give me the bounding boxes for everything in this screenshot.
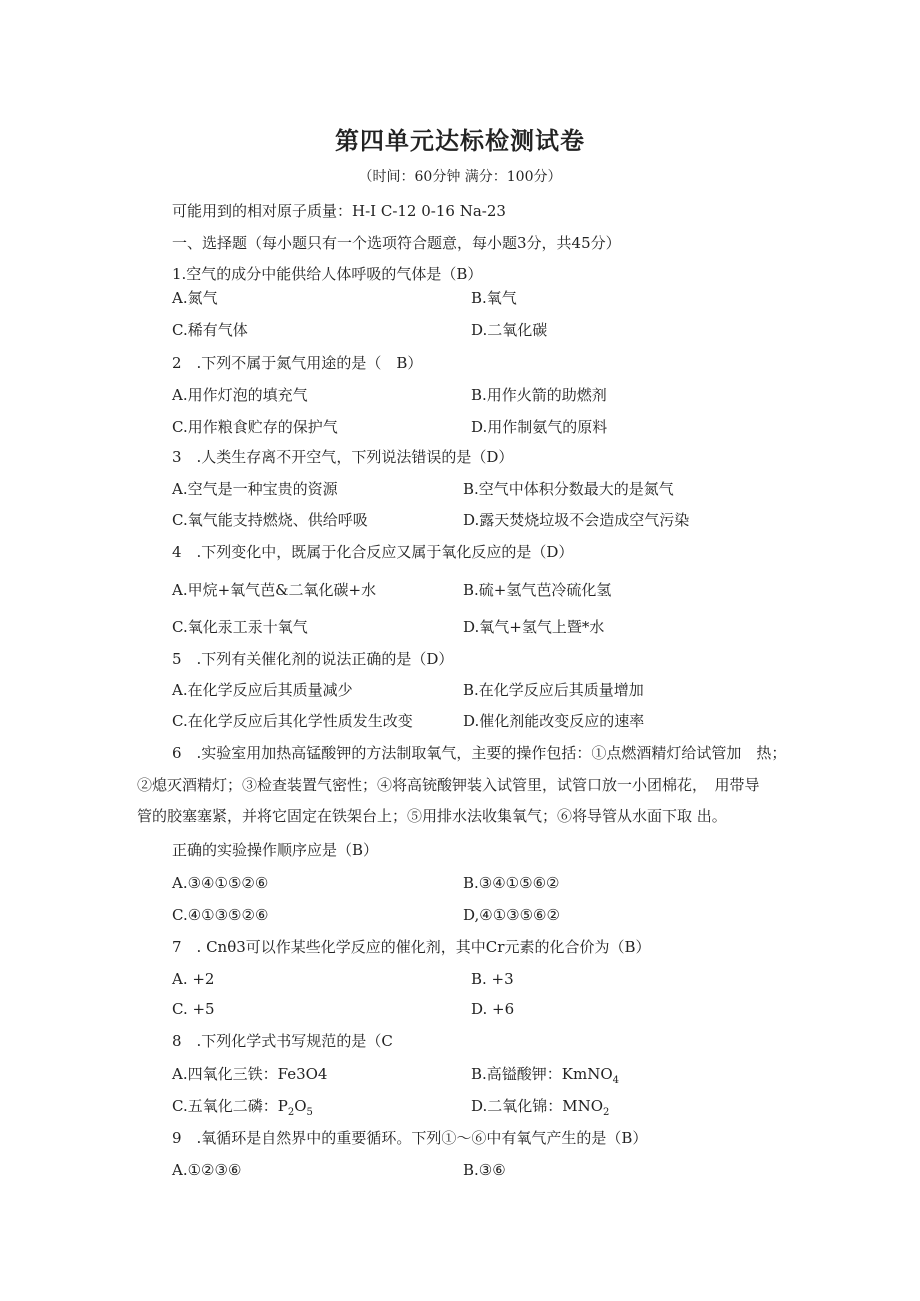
question-9-option-b: B.③⑥ [463, 1161, 506, 1179]
question-9-stem: 9 .氧循环是自然界中的重要循环。下列①～⑥中有氧气产生的是（B） [172, 1129, 648, 1147]
question-8-option-c: C.五氧化二磷：$P_2O_5$ [172, 1097, 313, 1118]
page-title: 第四单元达标检测试卷 [335, 127, 585, 155]
question-7-option-b: B. +3 [471, 970, 514, 988]
question-6-stem-line-3: 管的胶塞塞紧，并将它固定在铁架台上；⑤用排水法收集氧气；⑥将导管从水面下取 出。 [137, 807, 727, 825]
question-6-stem-line-4: 正确的实验操作顺序应是（B） [172, 841, 379, 859]
question-7-option-d: D. +6 [471, 1000, 515, 1018]
question-1-option-d: D.二氧化碳 [471, 321, 548, 339]
question-4-stem: 4 .下列变化中，既属于化合反应又属于氧化反应的是（D） [172, 543, 574, 561]
question-3-option-d: D.露天焚烧垃圾不会造成空气污染 [463, 511, 690, 529]
question-7-option-c: C. +5 [172, 1000, 215, 1018]
question-3-option-a: A.空气是一种宝贵的资源 [172, 480, 338, 498]
question-4-option-b: B.硫+氢气芭冷硫化氢 [463, 581, 612, 599]
question-5-option-c: C.在化学反应后其化学性质发生改变 [172, 712, 413, 730]
question-2-stem: 2 .下列不属于氮气用途的是（ B） [172, 354, 423, 372]
question-6-option-d: D,④①③⑤⑥② [463, 906, 560, 924]
question-8-option-d: D.二氧化锦：$MNO_2$ [471, 1097, 610, 1118]
question-1-option-c: C.稀有气体 [172, 321, 248, 339]
question-2-option-c: C.用作粮食贮存的保护气 [172, 418, 338, 436]
question-2-option-d: D.用作制氨气的原料 [471, 418, 608, 436]
question-4-option-a: A.甲烷+氧气芭&二氧化碳+水 [172, 581, 377, 599]
question-6-stem-line-2: ②熄灭酒精灯；③检查装置气密性；④将高铳酸钾装入试管里，试管口放一小团棉花， 用带导 [137, 776, 760, 794]
question-8-option-b: B.高镒酸钾：KmNO$_4$ [471, 1065, 620, 1086]
question-2-option-a: A.用作灯泡的填充气 [172, 386, 308, 404]
question-6-option-b: B.③④①⑤⑥② [463, 874, 560, 892]
question-5-stem: 5 .下列有关催化剂的说法正确的是（D） [172, 650, 454, 668]
question-5-option-d: D.催化剂能改变反应的速率 [463, 712, 645, 730]
question-7-option-a: A. +2 [172, 970, 215, 988]
question-3-stem: 3 .人类生存离不开空气，下列说法错误的是（D） [172, 448, 514, 466]
question-4-option-d: D.氧气+氢气上暨*水 [463, 618, 605, 636]
exam-info: （时间：60分钟 满分：100分） [358, 169, 562, 185]
question-6-stem-line-1: 6 .实验室用加热高锰酸钾的方法制取氧气，主要的操作包括：①点燃酒精灯给试管加 热； [172, 744, 787, 762]
question-5-option-b: B.在化学反应后其质量增加 [463, 681, 644, 699]
question-5-option-a: A.在化学反应后其质量减少 [172, 681, 353, 699]
question-6-option-c: C.④①③⑤②⑥ [172, 906, 269, 924]
question-7-stem: 7 . Cnθ3可以作某些化学反应的催化剂，其中Cr元素的化合价为（B） [172, 938, 651, 956]
question-3-option-c: C.氧气能支持燃烧、供给呼吸 [172, 511, 368, 529]
question-9-option-a: A.①②③⑥ [172, 1161, 242, 1179]
question-1-option-b: B.氧气 [471, 289, 517, 307]
question-6-option-a: A.③④①⑤②⑥ [172, 874, 269, 892]
question-2-option-b: B.用作火箭的助燃剂 [471, 386, 607, 404]
question-4-option-c: C.氧化汞工汞十氧气 [172, 618, 308, 636]
section-heading: 一、选择题（每小题只有一个选项符合题意，每小题3分，共45分） [172, 234, 621, 252]
question-1-stem: 1.空气的成分中能供给人体呼吸的气体是（B） [172, 265, 483, 283]
question-8-stem: 8 .下列化学式书写规范的是（C [172, 1032, 393, 1050]
question-3-option-b: B.空气中体积分数最大的是氮气 [463, 480, 674, 498]
atomic-mass-note: 可能用到的相对原子质量：H-I C-12 0-16 Na-23 [172, 202, 506, 220]
question-8-option-a: A.四氧化三铁：Fe3O4 [172, 1065, 328, 1083]
question-1-option-a: A.氮气 [172, 289, 218, 307]
